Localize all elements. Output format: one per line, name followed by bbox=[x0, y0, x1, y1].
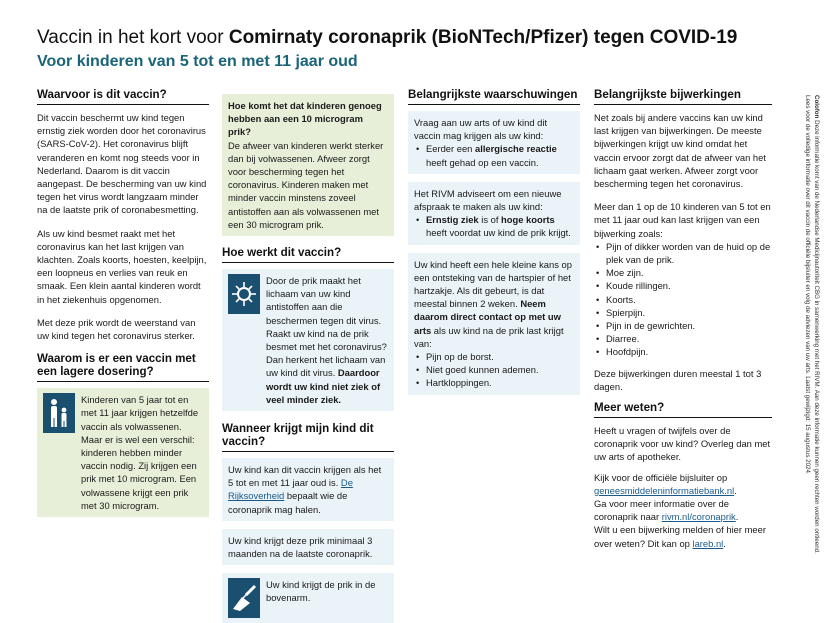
bijwerkingen-text-3: Deze bijwerkingen duren meestal 1 tot 3 dagen. bbox=[594, 367, 762, 392]
vaccine-arm-icon bbox=[228, 578, 260, 618]
list-item: • Pijn op de borst. bbox=[414, 350, 574, 363]
lareb-link[interactable]: lareb.nl bbox=[692, 537, 724, 549]
bijsluiter-link[interactable]: geneesmiddeleninformatiebank.nl bbox=[594, 484, 735, 496]
info-box-10-microgram bbox=[222, 94, 394, 236]
waarvoor-text-3: Met deze prik wordt de weerstand van uw kind tegen het coronavirus sterker. bbox=[37, 316, 196, 342]
colofon-sidebar bbox=[802, 95, 820, 555]
heading-waarschuwingen: Belangrijkste waarschuwingen bbox=[408, 88, 580, 105]
page-title: Vaccin in het kort voor Comirnaty coronaprik (BioNTech/Pfizer) tegen COVID-19 bbox=[37, 27, 738, 48]
list-item: • Pijn of dikker worden van de huid op de plek van de prik. bbox=[594, 240, 772, 266]
warning-box-3 bbox=[408, 253, 580, 395]
dosering-text: Kinderen van 5 jaar tot en met 11 jaar krijgen hetzelfde vaccin als volwassenen. Maar er is wel een verschil: kinderen hebben minder vaccin nodig. Zij krijgen een prik met 10 microgram. Een volwassene krijgt een prik met 30 microgram. bbox=[81, 394, 199, 511]
column-4 bbox=[594, 88, 772, 550]
list-item: • Moe zijn. bbox=[594, 266, 772, 279]
bijwerkingen-text-1: Net zoals bij andere vaccins kan uw kind last krijgen van bijwerkingen. De meeste bijwerkingen krijgt uw kind omdat het vaccin ervoor zorgt dat de afweer van het lichaam gaat werken. Afweer zorgt voor bescherming tegen het coronavirus. bbox=[594, 112, 766, 190]
wanneer-box-1: Uw kind kan dit vaccin krijgen als het 5 tot en met 11 jaar oud is. De Rijksoverheid bepaalt wie de coronaprik mag halen. bbox=[222, 458, 394, 521]
rivm-link[interactable]: rivm.nl/coronaprik bbox=[661, 511, 736, 523]
colofon-text: Colofon Deze informatie komt van de Nederlandse Medicijnautoriteit CBG in samenwerking met het RIVM. Aan deze informatie kunnen geen rechten worden ontleend. Lees voor de volledige informatie over dit vaccin de officiële bijsluiter en volg de adviezen van uw arts. Laatst gewijzigd: 15 augustus 2024. bbox=[804, 95, 820, 554]
list-item: • Niet goed kunnen ademen. bbox=[414, 363, 574, 376]
bijwerkingen-list bbox=[594, 240, 772, 359]
meer-text-2: Kijk voor de officiële bijsluiter op geneesmiddeleninformatiebank.nl. bbox=[594, 471, 737, 496]
column-1 bbox=[37, 88, 209, 517]
wanneer-box-2: Uw kind krijgt deze prik minimaal 3 maanden na de laatste coronaprik. bbox=[222, 529, 394, 565]
info-box-text: De afweer van kinderen werkt sterker dan bij volwassenen. Afweer zorgt voor bescherming tegen het coronavirus. Kinderen maken met minder vaccin minstens zoveel antistoffen aan als volwassenen met een 30 microgram prik. bbox=[228, 139, 384, 230]
warning-box-2-intro: Het RIVM adviseert om een nieuwe afspraak te maken als uw kind: bbox=[414, 187, 562, 213]
warning-box-1 bbox=[408, 111, 580, 174]
warning-box-2 bbox=[408, 182, 580, 245]
meer-text-4: Wilt u een bijwerking melden of hier meer over weten? Dit kan op lareb.nl. bbox=[594, 524, 766, 549]
warning-box-1-intro: Vraag aan uw arts of uw kind dit vaccin mag krijgen als uw kind: bbox=[414, 117, 548, 142]
heading-wanneer: Wanneer krijgt mijn kind dit vaccin? bbox=[222, 422, 394, 452]
rijksoverheid-link[interactable]: De Rijksoverheid bbox=[228, 477, 353, 502]
page-subtitle: Voor kinderen van 5 tot en met 11 jaar oud bbox=[37, 53, 358, 70]
column-3 bbox=[408, 88, 580, 395]
heading-dosering: Waarom is er een vaccin met een lagere dosering? bbox=[37, 352, 209, 382]
list-item: • Spierpijn. bbox=[594, 306, 772, 319]
list-item: • Ernstig ziek is of hoge koorts heeft voordat uw kind de prik krijgt. bbox=[414, 213, 574, 239]
list-item: • Hartkloppingen. bbox=[414, 376, 574, 389]
wanneer-text-3: Uw kind krijgt de prik in de bovenarm. bbox=[266, 579, 376, 604]
family-icon bbox=[43, 393, 75, 433]
dosering-box bbox=[37, 388, 209, 517]
waarvoor-text-1: Dit vaccin beschermt uw kind tegen ernstig ziek worden door het coronavirus (SARS-CoV-2). Het coronavirus blijft veranderen en komt nog steeds voor in Nederland. Daarom is dit vaccin aangepast. De bescherming van uw kind tegen het virus wordt langzaam minder na de laatste prik of coronabesmetting. bbox=[37, 112, 207, 216]
bijwerkingen-text-2: Meer dan 1 op de 10 kinderen van 5 tot en met 11 jaar oud kan last krijgen van een bijwerking zoals: bbox=[594, 201, 771, 239]
warning-box-3-intro: Uw kind heeft een hele kleine kans op een ontsteking van de hartspier of het hartzakje. Als dit gebeurt, is dat meestal binnen 2 weken. Neem daarom direct contact op met uw arts als uw kind na de prik last krijgt van: bbox=[414, 258, 572, 349]
list-item: • Eerder een allergische reactie heeft gehad op een vaccin. bbox=[414, 142, 574, 168]
list-item: • Diarree. bbox=[594, 332, 772, 345]
column-2 bbox=[222, 88, 394, 623]
heading-bijwerkingen: Belangrijkste bijwerkingen bbox=[594, 88, 772, 105]
meer-text-1: Heeft u vragen of twijfels over de coronaprik voor uw kind? Overleg dan met uw arts of apotheker. bbox=[594, 425, 771, 463]
meer-text-3: Ga voor meer informatie over de coronaprik naar rivm.nl/coronaprik. bbox=[594, 498, 739, 523]
list-item: • Koorts. bbox=[594, 293, 772, 306]
werkt-text: Door de prik maakt het lichaam van uw kind antistoffen aan die beschermen tegen dit virus. Raakt uw kind na de prik besmet met het coronavirus? Dan herkent het lichaam van uw kind dit virus. Daardoor wordt uw kind niet ziek of veel minder ziek. bbox=[266, 275, 387, 405]
waarvoor-text-2: Als uw kind besmet raakt met het coronavirus kan het last krijgen van klachten. Zoals koorts, hoesten, keelpijn, een loopneus en verlies van reuk en smaak. Een klein aantal kinderen wordt in het ziekenhuis opgenomen. bbox=[37, 227, 207, 305]
virus-antibody-icon bbox=[228, 274, 260, 314]
wanneer-box-3 bbox=[222, 573, 394, 623]
info-box-heading: Hoe komt het dat kinderen genoeg hebben aan een 10 microgram prik? bbox=[228, 100, 382, 138]
list-item: • Koude rillingen. bbox=[594, 279, 772, 292]
list-item: • Hoofdpijn. bbox=[594, 345, 772, 358]
heading-werkt: Hoe werkt dit vaccin? bbox=[222, 246, 394, 263]
werkt-box bbox=[222, 269, 394, 411]
heading-waarvoor: Waarvoor is dit vaccin? bbox=[37, 88, 209, 105]
list-item: • Pijn in de gewrichten. bbox=[594, 319, 772, 332]
heading-meer-weten: Meer weten? bbox=[594, 401, 772, 418]
